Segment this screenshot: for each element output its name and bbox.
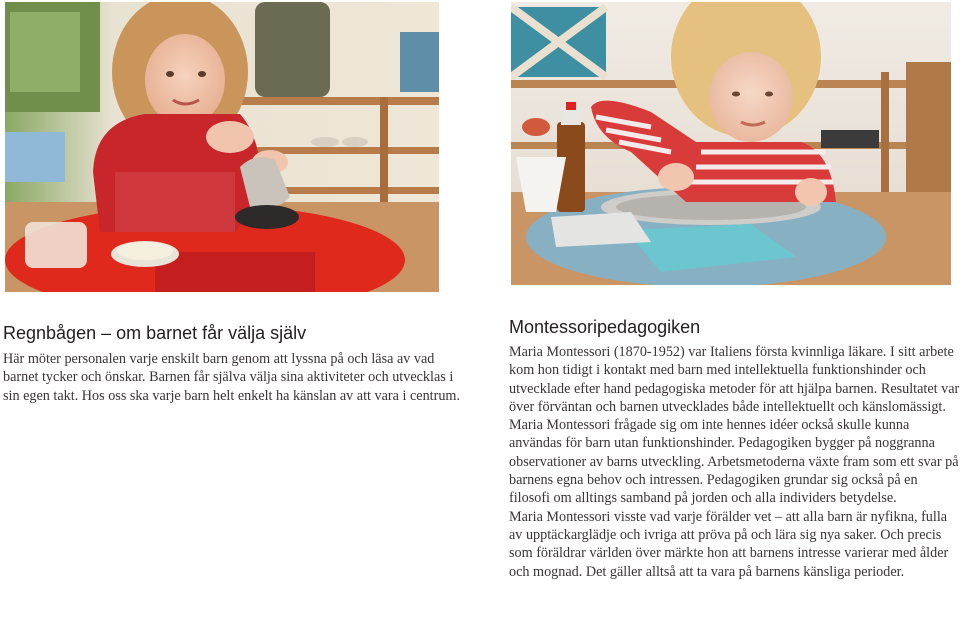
left-paragraph: Här möter personalen varje enskilt barn genom att lyssna på och läsa av vad barnet tycker och önskar. Barnen får själva välja sina aktiviteter och utvecklas i sin egen takt. Hos oss ska varje barn helt enkelt ha känslan av att vara i centrum.: [3, 351, 461, 404]
photo-girl-tray-image: [511, 2, 951, 285]
photo-girl-tray: [511, 2, 951, 285]
left-heading: Regnbågen – om barnet får välja själv: [3, 323, 307, 343]
right-column: [509, 316, 960, 581]
left-column: [3, 322, 473, 405]
left-body: [3, 350, 473, 405]
right-body: [509, 343, 960, 581]
photo-girl-pouring-image: [5, 2, 439, 292]
right-paragraph: Maria Montessori visste vad varje förälder vet – att alla barn är nyfikna, fulla av upptäckarglädje och ivriga att pröva på och lära sig nya saker. Och precis som föräldrar världen över märkte hon att barnens intresse varierar med ålder och mognad. Det gäller alltså att ta vara på barnens känsliga perioder.: [509, 508, 949, 580]
right-paragraph: Maria Montessori (1870-1952) var Italiens första kvinnliga läkare. I sitt arbete kom hon tidigt i kontakt med barn med intellektuella funktionshinder och utvecklade efter hand pedagogiska metoder för att hjälpa barnen. Resultatet var över förväntan och barnen utvecklades både intellektuellt och känslomässigt. Maria Montessori frågade sig om inte hennes idéer också skulle kunna användas för barn utan funktionshinder. Pedagogiken bygger på noggranna observationer av barns utveckling. Arbetsmetoderna växte fram som ett svar på barnens egna behov och intressen. Pedagogiken grundar sig också på en filosofi om alltings samband på jorden och alla individers betydelse.: [509, 344, 960, 507]
photo-girl-pouring: [5, 2, 439, 292]
right-heading: Montessoripedagogiken: [509, 317, 701, 337]
